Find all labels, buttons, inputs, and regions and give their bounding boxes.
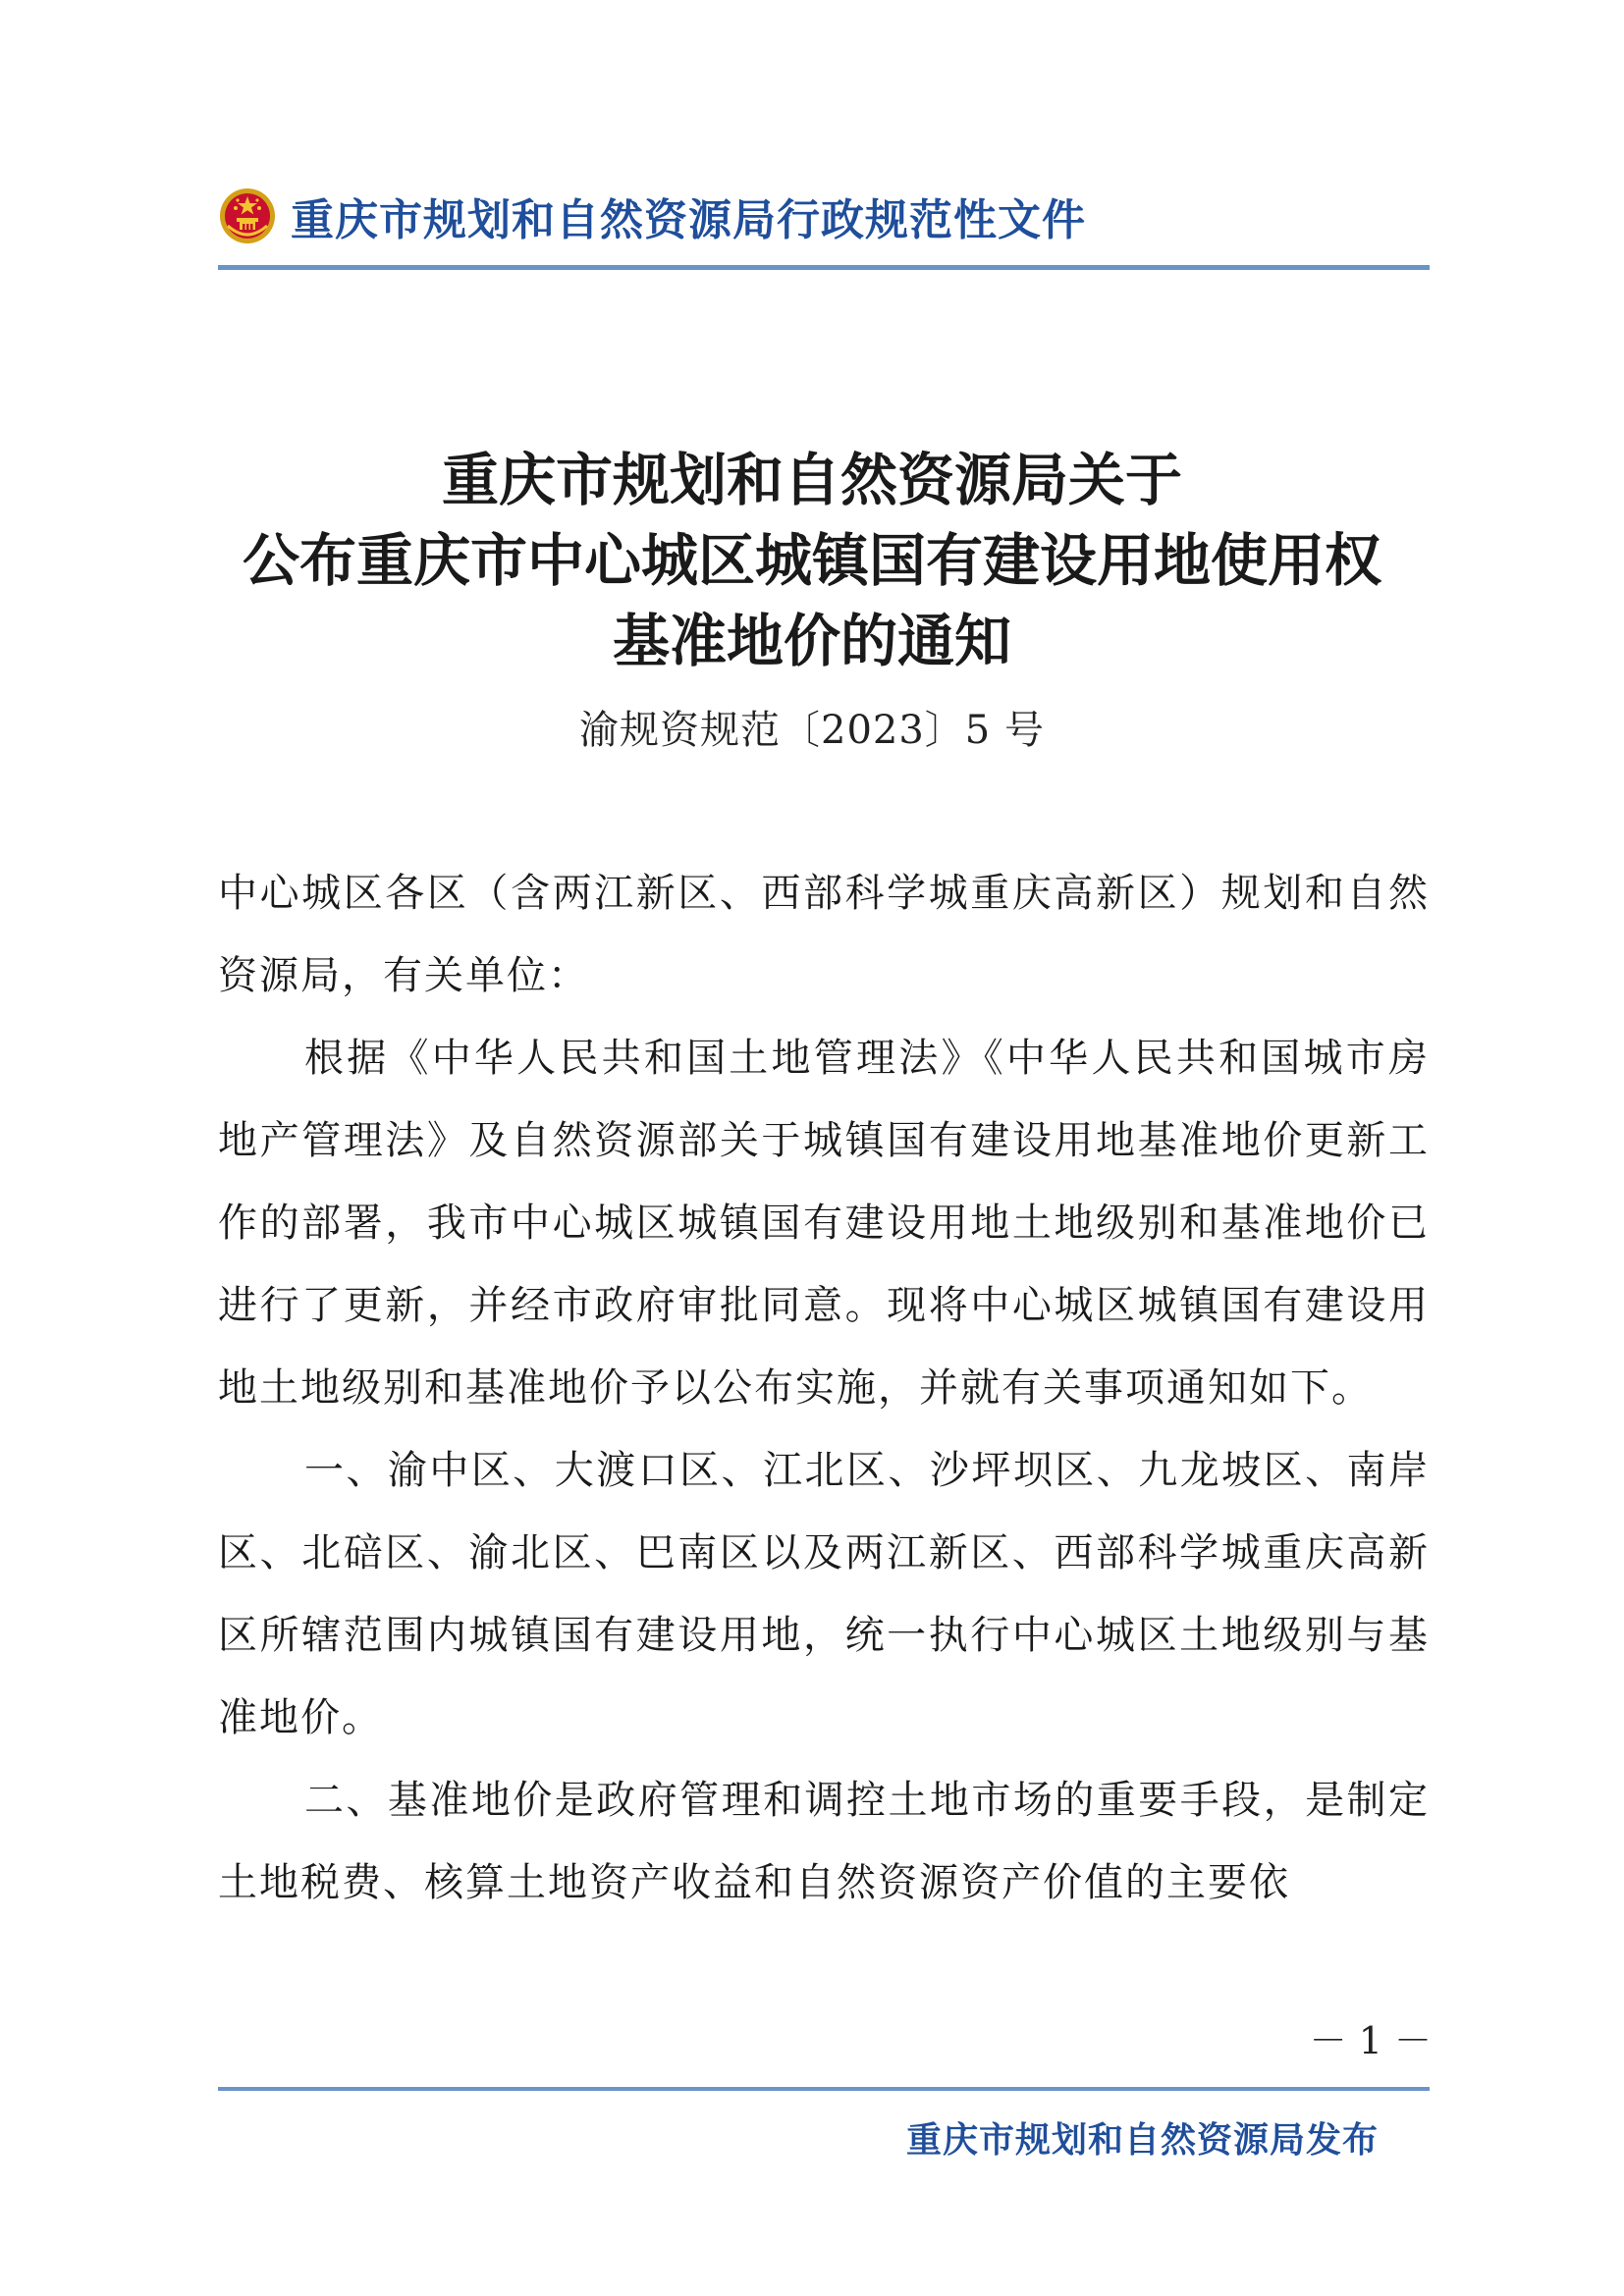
document-title [157, 440, 1467, 681]
body-paragraph: 一、渝中区、大渡口区、江北区、沙坪坝区、九龙坡区、南岸区、北碚区、渝北区、巴南区以及两江新区、西部科学城重庆高新区所辖范围内城镇国有建设用地，统一执行中心城区土地级别与基准地价。 [218, 1448, 1430, 1740]
footer-publisher: 重庆市规划和自然资源局发布 [905, 2120, 1379, 2161]
letterhead [218, 185, 1086, 247]
addressee-paragraph: 中心城区各区（含两江新区、西部科学城重庆高新区）规划和自然资源局，有关单位： [218, 871, 1430, 998]
document-number: 渝规资规范〔2023〕5 号 [579, 708, 1045, 753]
document-title-line: 公布重庆市中心城区城镇国有建设用地使用权 [242, 527, 1381, 594]
national-emblem-icon [218, 187, 277, 245]
letterhead-title: 重庆市规划和自然资源局行政规范性文件 [291, 195, 1086, 245]
body-paragraph: 根据《中华人民共和国土地管理法》《中华人民共和国城市房地产管理法》及自然资源部关于城镇国有建设用地基准地价更新工作的部署，我市中心城区城镇国有建设用地土地级别和基准地价已进行了更新，并经市政府审批同意。现将中心城区城镇国有建设用地土地级别和基准地价予以公布实施，并就有关事项通知如下。 [218, 1036, 1430, 1411]
page-number: － 1 － [1309, 2019, 1432, 2062]
document-title-line: 重庆市规划和自然资源局关于 [441, 447, 1182, 513]
body-paragraph: 二、基准地价是政府管理和调控土地市场的重要手段，是制定土地税费、核算土地资产收益和自然资源资产价值的主要依 [218, 1778, 1430, 1905]
footer-divider [218, 2087, 1430, 2091]
letterhead-divider [218, 265, 1430, 270]
document-title-line: 基准地价的通知 [612, 608, 1011, 674]
document-body [218, 852, 1430, 1924]
